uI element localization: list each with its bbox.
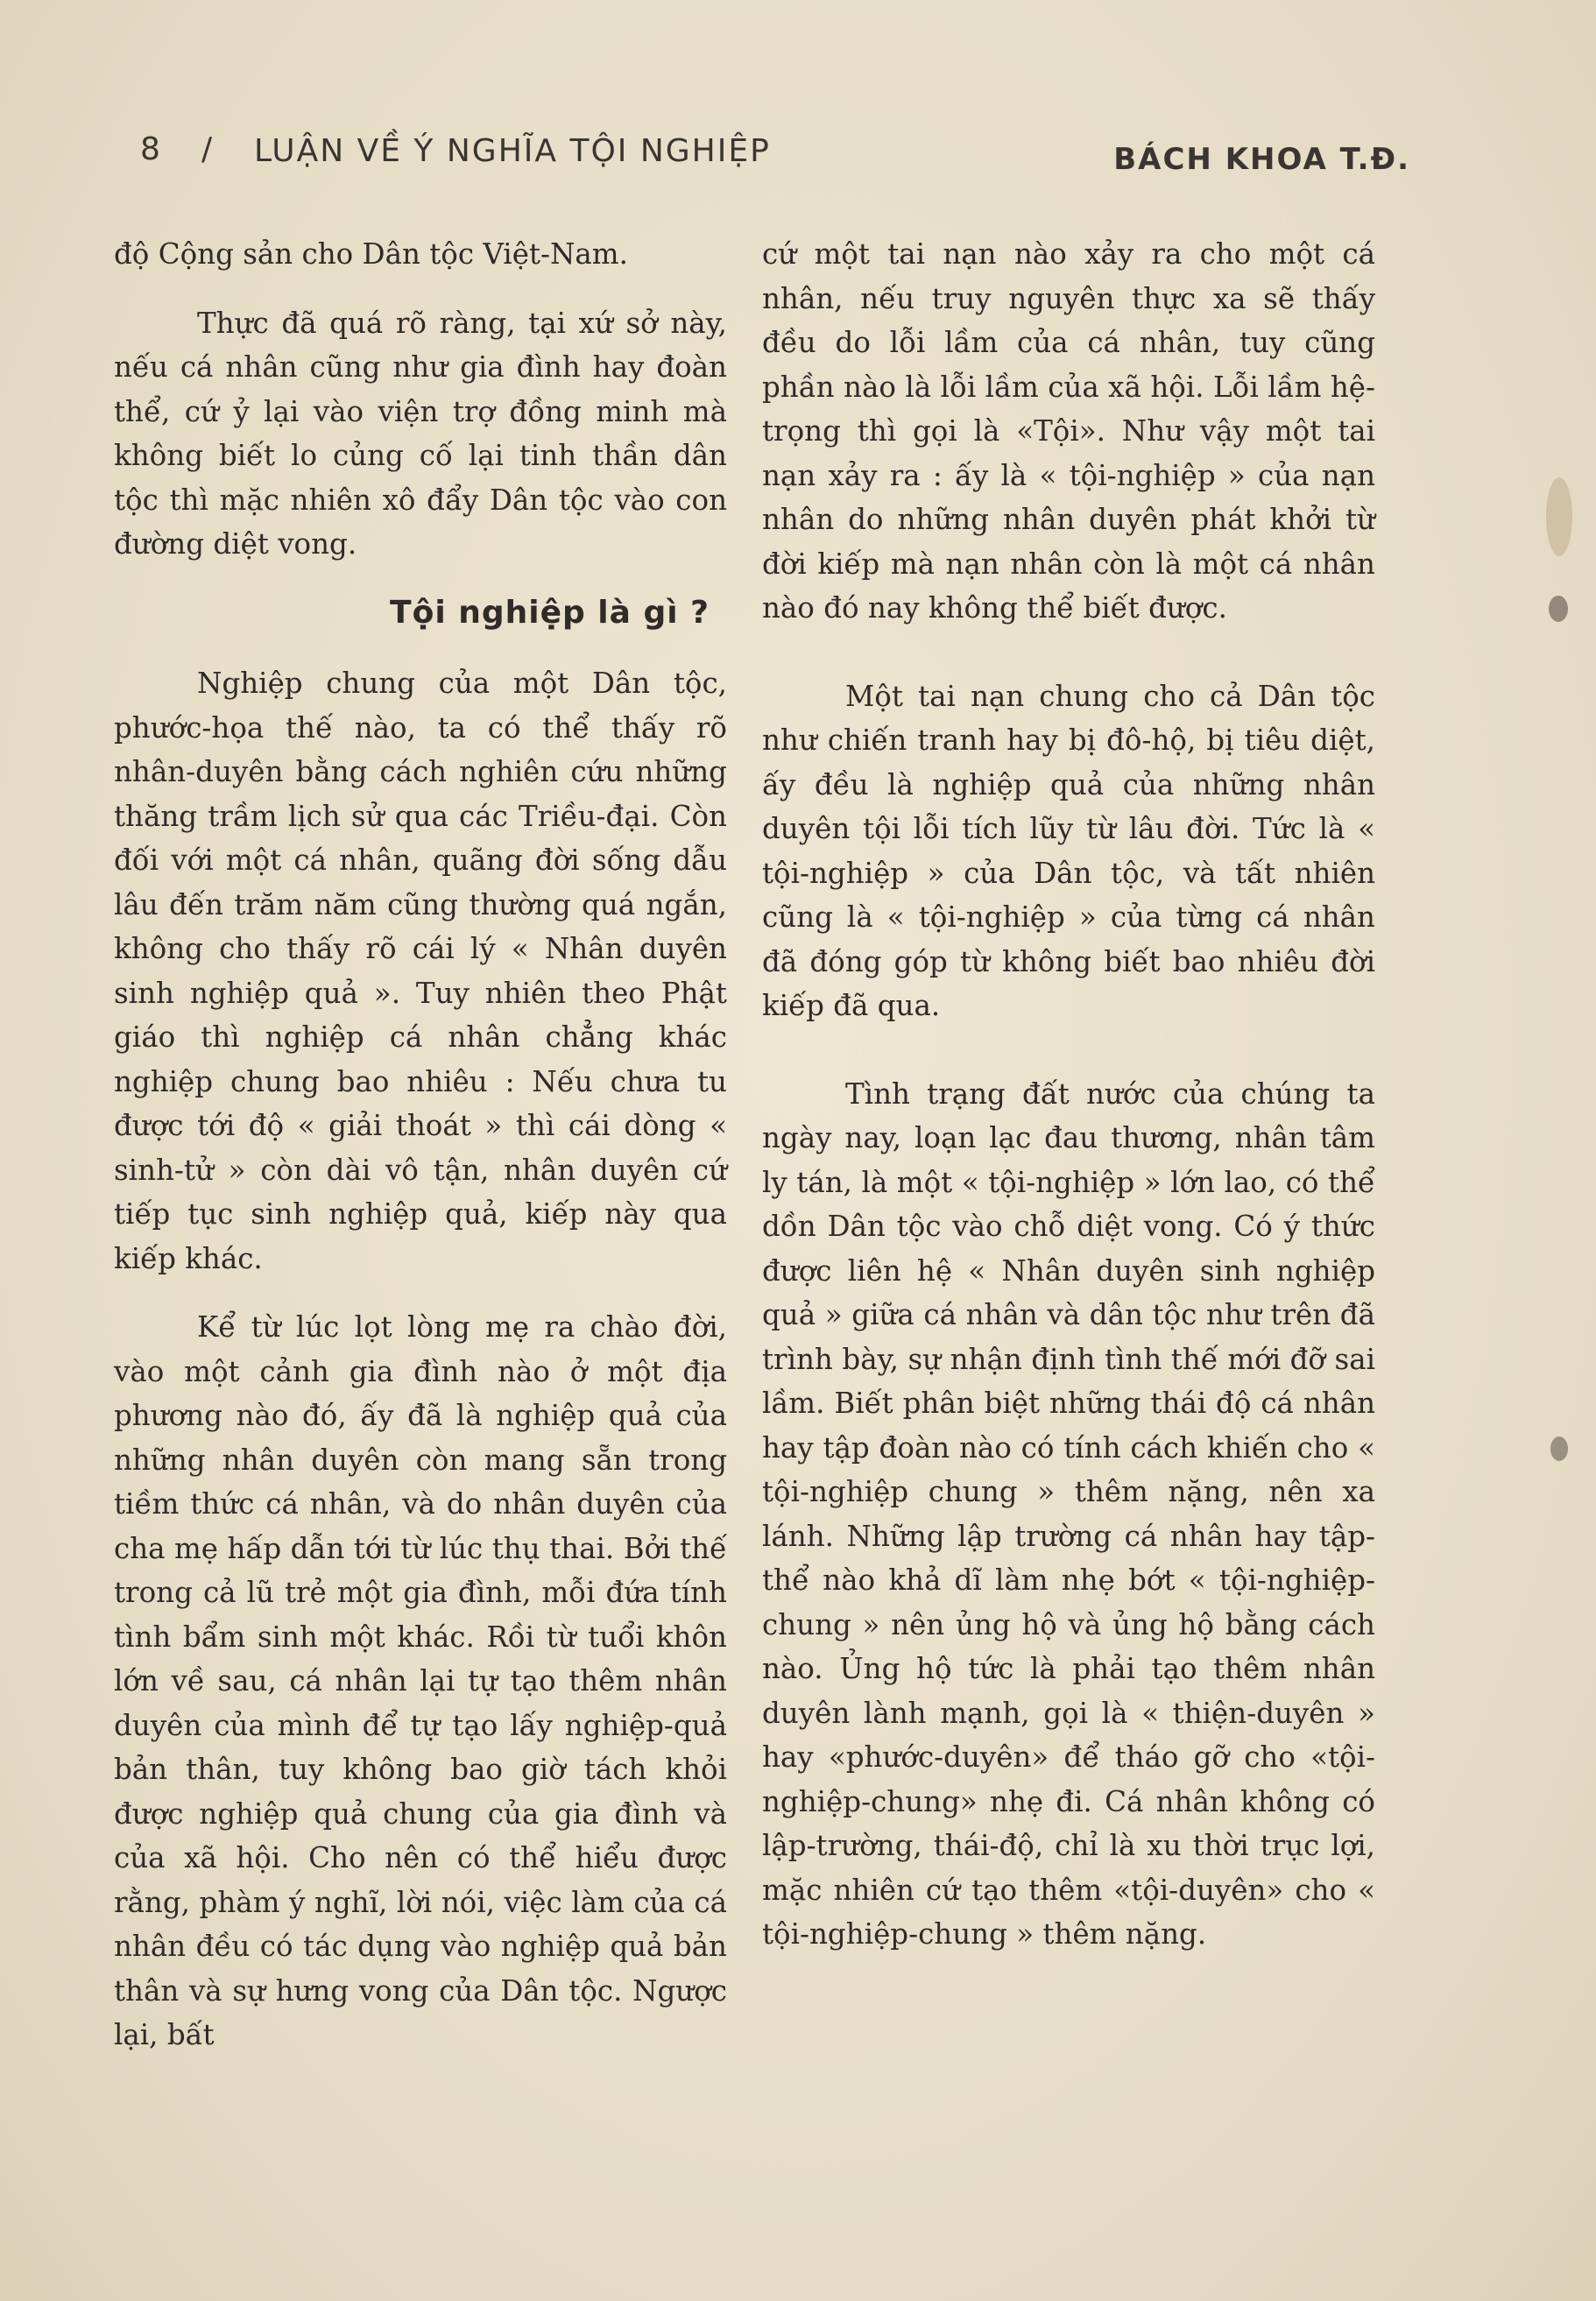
header-separator: / <box>201 131 215 167</box>
paper-hole <box>1549 596 1568 622</box>
paragraph: Thực đã quá rõ ràng, tại xứ sở này, nếu cá nhân cũng như gia đình hay đoàn thể, cứ ỷ lại vào viện trợ đồng minh mà không biết lo củng cố lại tinh thần dân tộc thì mặc nhiên xô đẩy Dân tộc vào con đường diệt vong. <box>114 306 727 561</box>
article-title: LUẬN VỀ Ý NGHĨA TỘI NGHIỆP <box>254 133 771 169</box>
page-header <box>140 131 1410 184</box>
paper-stain <box>1546 477 1572 556</box>
page-number: 8 <box>140 131 162 167</box>
paragraph: độ Cộng sản cho Dân tộc Việt-Nam. <box>114 237 628 271</box>
paragraph: Kể từ lúc lọt lòng mẹ ra chào đời, vào một cảnh gia đình nào ở một địa phương nào đó, ấy đã là nghiệp quả của những nhân duyên còn mang sẵn trong tiềm thức cá nhân, và do nhân duyên của cha mẹ hấp dẫn tới từ lúc thụ thai. Bởi thế trong cả lũ trẻ một gia đình, mỗi đứa tính tình bẩm sinh một khác. Rồi từ tuổi khôn lớn về sau, cá nhân lại tự tạo thêm nhân duyên của mình để tự tạo lấy nghiệp-quả bản thân, tuy không bao giờ tách khỏi được nghiệp quả chung của gia đình và của xã hội. Cho nên có thể hiểu được rằng, phàm ý nghĩ, lời nói, việc làm của cá nhân đều có tác dụng vào nghiệp quả bản thân và sự hưng vong của Dân tộc. Ngược lại, bất <box>114 1310 727 2051</box>
section-heading: Tội nghiệp là gì ? <box>390 594 710 631</box>
left-column <box>114 232 727 2082</box>
paper-hole <box>1550 1436 1568 1461</box>
magazine-name: BÁCH KHOA T.Đ. <box>1113 142 1410 177</box>
paragraph: Nghiệp chung của một Dân tộc, phước-họa thế nào, ta có thể thấy rõ nhân-duyên bằng cách nghiên cứu những thăng trầm lịch sử qua các Triều-đại. Còn đối với một cá nhân, quãng đời sống dẫu lâu đến trăm năm cũng thường quá ngắn, không cho thấy rõ cái lý « Nhân duyên sinh nghiệp quả ». Tuy nhiên theo Phật giáo thì nghiệp cá nhân chẳng khác nghiệp chung bao nhiêu : Nếu chưa tu được tới độ « giải thoát » thì cái dòng « sinh-tử » còn dài vô tận, nhân duyên cứ tiếp tục sinh nghiệp quả, kiếp này qua kiếp khác. <box>114 667 727 1275</box>
right-column <box>762 232 1375 1981</box>
paragraph: cứ một tai nạn nào xảy ra cho một cá nhân, nếu truy nguyên thực xa sẽ thấy đều do lỗi lầm của cá nhân, tuy cũng phần nào là lỗi lầm của xã hội. Lỗi lầm hệ-trọng thì gọi là «Tội». Như vậy một tai nạn xảy ra : ấy là « tội-nghiệp » của nạn nhân do những nhân duyên phát khởi từ đời kiếp mà nạn nhân còn là một cá nhân nào đó nay không thể biết được. <box>762 237 1375 625</box>
paragraph: Tình trạng đất nước của chúng ta ngày nay, loạn lạc đau thương, nhân tâm ly tán, là một « tội-nghiệp » lớn lao, có thể dồn Dân tộc vào chỗ diệt vong. Có ý thức được liên hệ « Nhân duyên sinh nghiệp quả » giữa cá nhân và dân tộc như trên đã trình bày, sự nhận định tình thế mới đỡ sai lầm. Biết phân biệt những thái độ cá nhân hay tập đoàn nào có tính cách khiến cho « tội-nghiệp chung » thêm nặng, nên xa lánh. Những lập trường cá nhân hay tập-thể nào khả dĩ làm nhẹ bớt « tội-nghiệp-chung » nên ủng hộ và ủng hộ bằng cách nào. Ủng hộ tức là phải tạo thêm nhân duyên lành mạnh, gọi là « thiện-duyên » hay «phước-duyên» để tháo gỡ cho «tội-nghiệp-chung» nhẹ đi. Cá nhân không có lập-trường, thái-độ, chỉ là xu thời trục lợi, mặc nhiên cứ tạo thêm «tội-duyên» cho « tội-nghiệp-chung » thêm nặng. <box>762 1076 1375 1951</box>
paragraph: Một tai nạn chung cho cả Dân tộc như chiến tranh hay bị đô-hộ, bị tiêu diệt, ấy đều là nghiệp quả của những nhân duyên tội lỗi tích lũy từ lâu đời. Tức là « tội-nghiệp » của Dân tộc, và tất nhiên cũng là « tội-nghiệp » của từng cá nhân đã đóng góp từ không biết bao nhiêu đời kiếp đã qua. <box>762 679 1375 1022</box>
